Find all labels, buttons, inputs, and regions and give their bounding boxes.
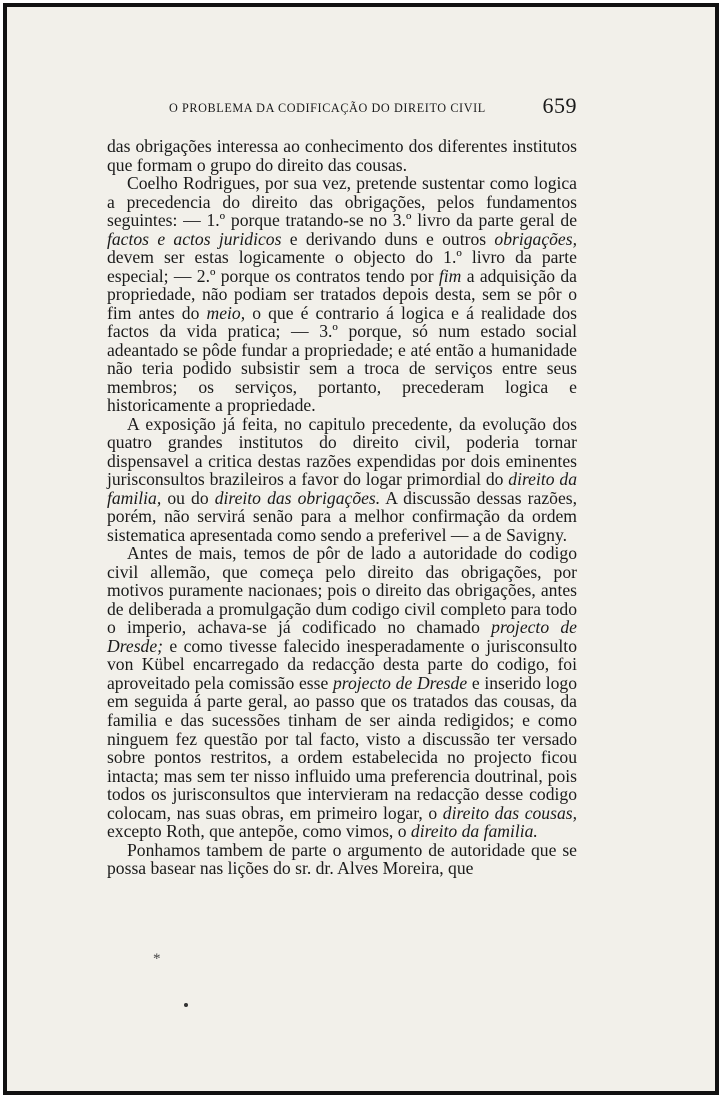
italic-text: meio, [206,302,246,323]
text-run: Antes de mais, temos de pôr de lado a autoridade do codigo civil allemão, que começa pelo direito das obrigações, por motivos puramente nacionaes; pois o direito das obrigações, antes de deliberada a promulgação dum codigo civil completo para todo o imperio, achava-se já codificado no chamado [107,543,577,638]
footer-asterisk: * [153,951,161,967]
paragraph [107,137,577,174]
text-run: a adquisição da propriedade, não podiam ser tratados depois desta, sem se pôr o fim antes do [107,265,577,323]
page-number: 659 [542,93,577,118]
text-run: o que é contrario á logica e á realidade dos factos da vida pratica; — 3.º porque, só num estado social adeantado se pôde fundar a propriedade; e até então a humanidade não teria podido subsistir sem a troca de serviços entre seus membros; os serviços, portanto, precederam logica e historicamente a propriedade. [107,302,577,416]
text-run: Ponhamos tambem de parte o argumento de autoridade que se possa basear nas lições do sr. dr. Alves Moreira, que [107,839,577,879]
running-head [107,93,577,123]
paragraph [107,174,577,415]
italic-text: direito das cousas, [442,802,577,823]
paragraph [107,841,577,878]
italic-text: direito da familia. [410,821,538,842]
text-run: excepto Roth, que antepõe, como vimos, o [107,821,411,842]
text-run: e como tivesse falecido inesperadamente o jurisconsulto von Kübel encarregado da redacção desta parte do codigo, foi aproveitado pela comissão esse [107,635,577,693]
italic-text: direito das obrigações. [214,487,381,508]
italic-text: obrigações, [494,228,577,249]
text-run: A exposição já feita, no capitulo precedente, da evolução dos quatro grandes institutos do direito civil, poderia tornar dispensavel a critica destas razões expendidas por dois eminentes jurisconsultos brazileiros a favor do logar primordial do [107,413,577,490]
text-run: A discussão dessas razões, porém, não servirá senão para a melhor confirmação da ordem sistematica apresentada como sendo a preferivel — a de Savigny. [107,487,577,545]
italic-text: projecto de Dresde; [107,617,577,656]
italic-text: factos e actos juridicos [107,228,282,249]
text-run: e derivando duns e outros [281,228,495,249]
italic-text: fim [438,265,462,286]
scan-frame [3,3,719,1095]
paragraph [107,415,577,545]
text-run: ou do [161,487,215,508]
text-run: das obrigações interessa ao conhecimento dos diferentes institutos que formam o grupo do direito das cousas. [107,136,577,175]
italic-text: direito da familia, [107,469,577,508]
paragraph [107,544,577,840]
text-run: e inserido logo em seguida á parte geral, ao passo que os tratados das cousas, da familia e das sucessões tinham de ser ainda redigidos; e como ninguem fez questão por tal facto, visto a discussão ter versado sobre pontos restritos, a ordem estabelecida no projecto ficou intacta; mas sem ter nisso influido uma preferencia doutrinal, pois todos os jurisconsultos que intervieram na redacção desse codigo colocam, nas suas obras, em primeiro logar, o [107,672,578,823]
text-run: Coelho Rodrigues, por sua vez, pretende sustentar como logica a precedencia do direito das obrigações, pelos fundamentos seguintes: — 1.º porque tratando-se no 3.º livro da parte geral de [107,173,577,231]
text-run: devem ser estas logicamente o objecto do 1.º livro da parte especial; — 2.º porque os contratos tendo por [107,247,577,286]
running-title: O PROBLEMA DA CODIFICAÇÃO DO DIREITO CIVIL [169,101,486,115]
body-text [107,137,577,878]
italic-text: projecto de Dresde [332,672,468,693]
ink-speck [184,1003,188,1007]
